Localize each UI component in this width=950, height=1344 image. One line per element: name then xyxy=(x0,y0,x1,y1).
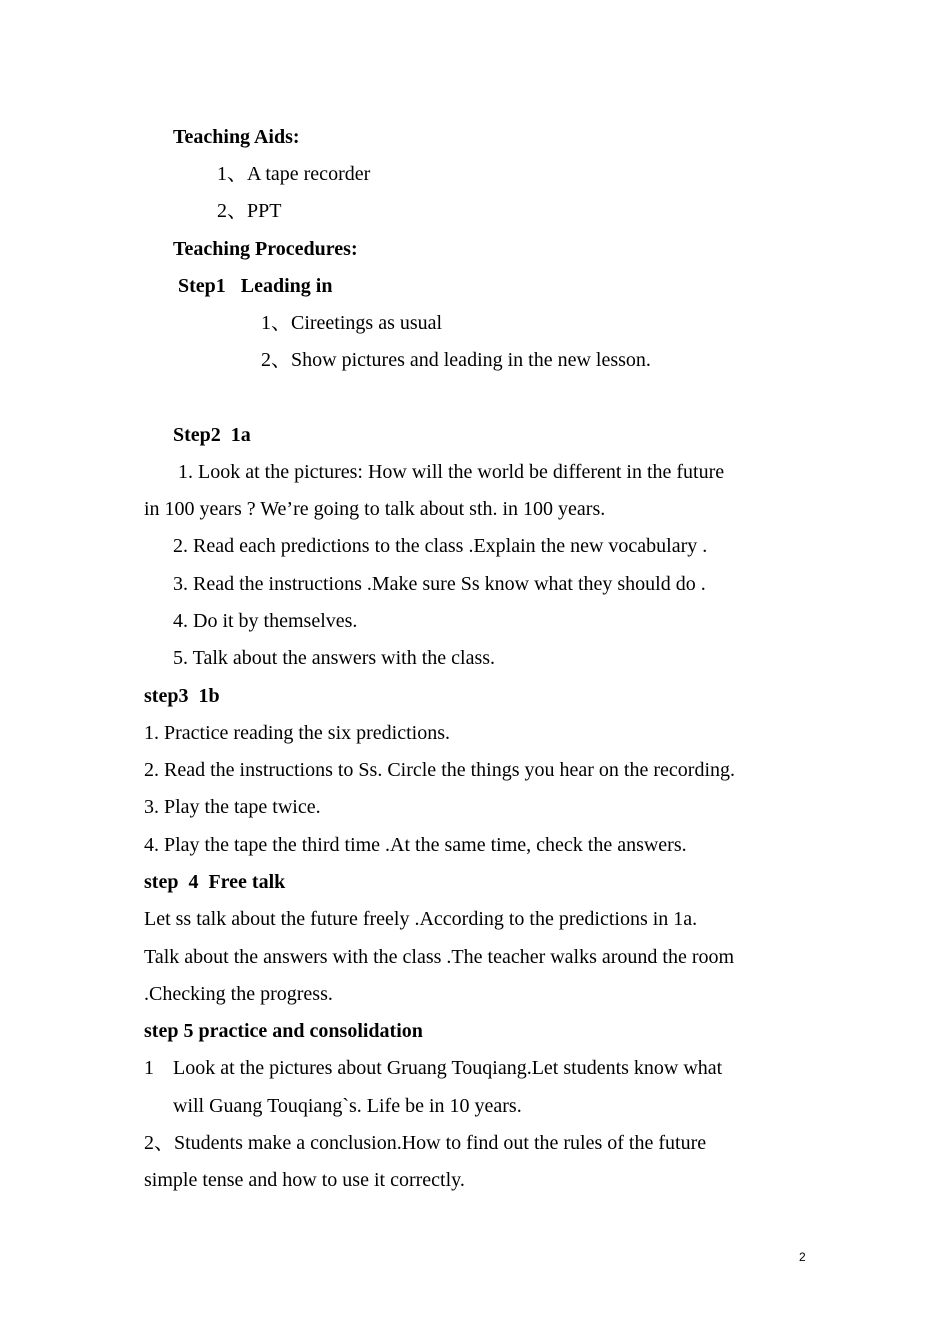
step3-line-3: 3. Play the tape twice. xyxy=(144,796,321,818)
step5-item2-line-2: simple tense and how to use it correctly. xyxy=(144,1169,465,1191)
step2-line-5: 4. Do it by themselves. xyxy=(173,610,358,632)
step2-heading: Step2 1a xyxy=(173,424,251,446)
step1-item-2: 2、Show pictures and leading in the new lesson. xyxy=(261,349,651,371)
step3-line-4: 4. Play the tape the third time .At the same time, check the answers. xyxy=(144,834,687,856)
step5-item1-line-2: will Guang Touqiang`s. Life be in 10 years. xyxy=(173,1095,522,1117)
aid-item-2: 2、PPT xyxy=(217,200,282,222)
step3-heading: step3 1b xyxy=(144,685,220,707)
step2-line-4: 3. Read the instructions .Make sure Ss know what they should do . xyxy=(173,573,706,595)
aid-item-1: 1、A tape recorder xyxy=(217,163,371,185)
step5-item1-line-1: Look at the pictures about Gruang Touqiang.Let students know what xyxy=(173,1057,723,1079)
step3-line-1: 1. Practice reading the six predictions. xyxy=(144,722,451,744)
page-number: 2 xyxy=(799,1250,806,1264)
step2-line-3: 2. Read each predictions to the class .Explain the new vocabulary . xyxy=(173,535,708,557)
step2-line-2: in 100 years ? We’re going to talk about sth. in 100 years. xyxy=(144,498,606,520)
step4-line-1: Let ss talk about the future freely .According to the predictions in 1a. xyxy=(144,908,698,930)
step1-heading: Step1 Leading in xyxy=(178,275,333,297)
step4-heading: step 4 Free talk xyxy=(144,871,286,893)
step5-item1-number: 1 xyxy=(144,1057,154,1079)
step5-item2-line-1: 2、Students make a conclusion.How to find out the rules of the future xyxy=(144,1132,707,1154)
step2-line-1: 1. Look at the pictures: How will the world be different in the future xyxy=(173,461,725,483)
step2-line-6: 5. Talk about the answers with the class. xyxy=(173,647,496,669)
step4-line-2: Talk about the answers with the class .The teacher walks around the room xyxy=(144,946,735,968)
teaching-procedures-heading: Teaching Procedures: xyxy=(173,238,358,260)
step5-heading: step 5 practice and consolidation xyxy=(144,1020,423,1042)
step4-line-3: .Checking the progress. xyxy=(144,983,333,1005)
step1-item-1: 1、Cireetings as usual xyxy=(261,312,443,334)
step3-line-2: 2. Read the instructions to Ss. Circle the things you hear on the recording. xyxy=(144,759,735,781)
teaching-aids-heading: Teaching Aids: xyxy=(173,126,300,148)
